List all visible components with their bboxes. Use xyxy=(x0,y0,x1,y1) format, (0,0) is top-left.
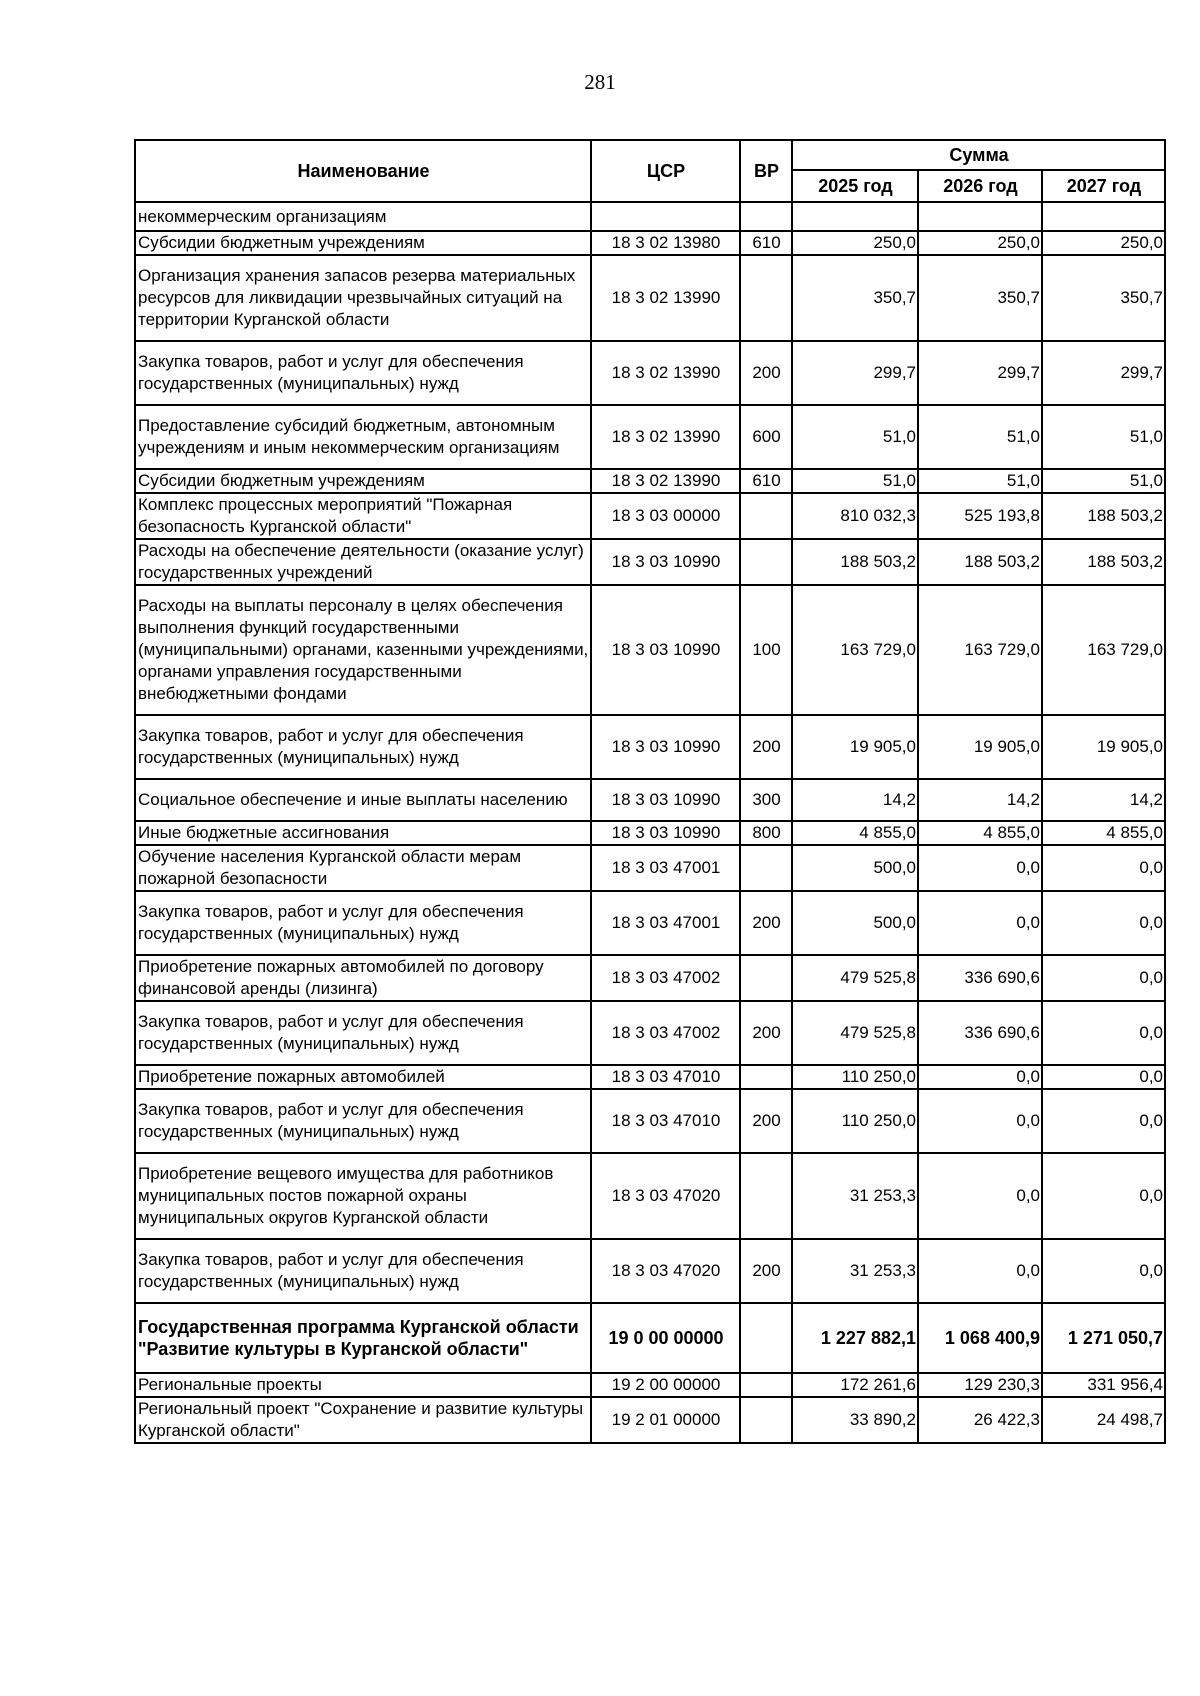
row-value-2025: 350,7 xyxy=(792,255,918,341)
row-csr: 18 3 02 13990 xyxy=(591,341,740,405)
row-value-2025: 163 729,0 xyxy=(792,585,918,715)
header-year-2027: 2027 год xyxy=(1042,170,1165,202)
row-name: Приобретение вещевого имущества для работников муниципальных постов пожарной охраны муниципальных округов Курганской области xyxy=(135,1153,591,1239)
table-row xyxy=(135,405,1165,469)
row-value-2027: 24 498,7 xyxy=(1042,1397,1165,1443)
row-csr: 19 2 00 00000 xyxy=(591,1373,740,1397)
row-value-2025: 51,0 xyxy=(792,469,918,493)
row-name: Расходы на выплаты персоналу в целях обеспечения выполнения функций государственными (муниципальными) органами, казенными учреждениями, органами управления государственными внебюджетными фондами xyxy=(135,585,591,715)
row-value-2026: 19 905,0 xyxy=(918,715,1042,779)
row-value-2025: 188 503,2 xyxy=(792,539,918,585)
row-value-2025: 500,0 xyxy=(792,845,918,891)
row-name: Закупка товаров, работ и услуг для обеспечения государственных (муниципальных) нужд xyxy=(135,341,591,405)
row-value-2025: 110 250,0 xyxy=(792,1065,918,1089)
row-csr: 18 3 02 13990 xyxy=(591,255,740,341)
table-row xyxy=(135,1001,1165,1065)
row-name: некоммерческим организациям xyxy=(135,202,591,231)
header-vr: ВР xyxy=(740,140,792,202)
row-name: Социальное обеспечение и иные выплаты населению xyxy=(135,779,591,821)
table-row xyxy=(135,1089,1165,1153)
row-vr: 200 xyxy=(740,891,792,955)
row-value-2025: 500,0 xyxy=(792,891,918,955)
row-value-2026: 26 422,3 xyxy=(918,1397,1042,1443)
row-vr xyxy=(740,1153,792,1239)
row-vr xyxy=(740,255,792,341)
row-csr: 18 3 03 47010 xyxy=(591,1065,740,1089)
header-sum: Сумма xyxy=(792,140,1165,170)
row-value-2025: 250,0 xyxy=(792,231,918,255)
row-name: Региональный проект "Сохранение и развитие культуры Курганской области" xyxy=(135,1397,591,1443)
row-value-2025 xyxy=(792,202,918,231)
table-row xyxy=(135,1065,1165,1089)
row-csr: 18 3 02 13980 xyxy=(591,231,740,255)
row-value-2025: 51,0 xyxy=(792,405,918,469)
row-name: Государственная программа Курганской области "Развитие культуры в Курганской области" xyxy=(135,1303,591,1373)
row-value-2026: 0,0 xyxy=(918,845,1042,891)
row-csr: 18 3 03 10990 xyxy=(591,539,740,585)
row-csr: 18 3 03 47001 xyxy=(591,845,740,891)
row-vr xyxy=(740,1303,792,1373)
row-value-2025: 1 227 882,1 xyxy=(792,1303,918,1373)
row-csr: 18 3 03 00000 xyxy=(591,493,740,539)
row-value-2027: 331 956,4 xyxy=(1042,1373,1165,1397)
row-value-2027: 0,0 xyxy=(1042,1153,1165,1239)
row-csr: 18 3 02 13990 xyxy=(591,469,740,493)
row-value-2025: 479 525,8 xyxy=(792,1001,918,1065)
row-name: Субсидии бюджетным учреждениям xyxy=(135,469,591,493)
row-value-2026: 188 503,2 xyxy=(918,539,1042,585)
header-year-2025: 2025 год xyxy=(792,170,918,202)
row-csr: 18 3 03 47010 xyxy=(591,1089,740,1153)
row-value-2026: 0,0 xyxy=(918,1239,1042,1303)
header-name: Наименование xyxy=(135,140,591,202)
row-csr: 18 3 03 10990 xyxy=(591,821,740,845)
row-value-2026: 0,0 xyxy=(918,1153,1042,1239)
table-row xyxy=(135,1303,1165,1373)
row-name: Закупка товаров, работ и услуг для обеспечения государственных (муниципальных) нужд xyxy=(135,1089,591,1153)
header-csr: ЦСР xyxy=(591,140,740,202)
budget-table xyxy=(134,139,1166,1444)
row-value-2026: 250,0 xyxy=(918,231,1042,255)
row-name: Региональные проекты xyxy=(135,1373,591,1397)
row-vr: 200 xyxy=(740,1089,792,1153)
row-csr: 18 3 03 10990 xyxy=(591,779,740,821)
row-name: Закупка товаров, работ и услуг для обеспечения государственных (муниципальных) нужд xyxy=(135,715,591,779)
row-value-2027: 51,0 xyxy=(1042,469,1165,493)
table-row xyxy=(135,1397,1165,1443)
row-name: Предоставление субсидий бюджетным, автономным учреждениям и иным некоммерческим организациям xyxy=(135,405,591,469)
row-value-2027: 163 729,0 xyxy=(1042,585,1165,715)
table-row xyxy=(135,231,1165,255)
row-value-2027: 299,7 xyxy=(1042,341,1165,405)
row-csr: 18 3 03 47001 xyxy=(591,891,740,955)
table-row xyxy=(135,715,1165,779)
row-value-2025: 31 253,3 xyxy=(792,1153,918,1239)
row-vr xyxy=(740,493,792,539)
row-value-2026: 0,0 xyxy=(918,1089,1042,1153)
row-value-2026: 1 068 400,9 xyxy=(918,1303,1042,1373)
row-vr: 200 xyxy=(740,341,792,405)
row-value-2026: 525 193,8 xyxy=(918,493,1042,539)
row-vr: 800 xyxy=(740,821,792,845)
row-value-2027: 14,2 xyxy=(1042,779,1165,821)
row-value-2027: 0,0 xyxy=(1042,891,1165,955)
row-csr: 19 0 00 00000 xyxy=(591,1303,740,1373)
row-name: Расходы на обеспечение деятельности (оказание услуг) государственных учреждений xyxy=(135,539,591,585)
row-vr: 300 xyxy=(740,779,792,821)
row-value-2027 xyxy=(1042,202,1165,231)
row-value-2027: 19 905,0 xyxy=(1042,715,1165,779)
row-vr xyxy=(740,539,792,585)
row-value-2026: 4 855,0 xyxy=(918,821,1042,845)
row-value-2027: 188 503,2 xyxy=(1042,539,1165,585)
row-vr xyxy=(740,1065,792,1089)
row-value-2025: 110 250,0 xyxy=(792,1089,918,1153)
row-vr: 200 xyxy=(740,715,792,779)
row-value-2027: 1 271 050,7 xyxy=(1042,1303,1165,1373)
row-vr xyxy=(740,202,792,231)
row-value-2027: 51,0 xyxy=(1042,405,1165,469)
table-row xyxy=(135,341,1165,405)
row-vr xyxy=(740,1397,792,1443)
table-row xyxy=(135,202,1165,231)
row-value-2026: 336 690,6 xyxy=(918,1001,1042,1065)
row-vr xyxy=(740,955,792,1001)
row-vr: 600 xyxy=(740,405,792,469)
row-value-2025: 4 855,0 xyxy=(792,821,918,845)
row-value-2026: 336 690,6 xyxy=(918,955,1042,1001)
row-value-2025: 299,7 xyxy=(792,341,918,405)
row-vr xyxy=(740,845,792,891)
row-value-2027: 0,0 xyxy=(1042,1089,1165,1153)
table-body xyxy=(135,202,1165,1443)
row-csr: 18 3 03 47002 xyxy=(591,955,740,1001)
row-value-2025: 479 525,8 xyxy=(792,955,918,1001)
table-row xyxy=(135,1239,1165,1303)
row-name: Приобретение пожарных автомобилей по договору финансовой аренды (лизинга) xyxy=(135,955,591,1001)
row-vr: 200 xyxy=(740,1239,792,1303)
row-value-2026 xyxy=(918,202,1042,231)
row-value-2026: 350,7 xyxy=(918,255,1042,341)
table-row xyxy=(135,469,1165,493)
row-name: Иные бюджетные ассигнования xyxy=(135,821,591,845)
row-value-2027: 0,0 xyxy=(1042,1065,1165,1089)
row-csr: 18 3 03 47020 xyxy=(591,1239,740,1303)
row-value-2025: 14,2 xyxy=(792,779,918,821)
row-csr: 18 3 03 47020 xyxy=(591,1153,740,1239)
header-year-2026: 2026 год xyxy=(918,170,1042,202)
row-vr: 200 xyxy=(740,1001,792,1065)
row-csr: 18 3 03 47002 xyxy=(591,1001,740,1065)
row-value-2027: 350,7 xyxy=(1042,255,1165,341)
row-value-2026: 129 230,3 xyxy=(918,1373,1042,1397)
row-vr: 610 xyxy=(740,469,792,493)
row-value-2025: 31 253,3 xyxy=(792,1239,918,1303)
row-value-2026: 163 729,0 xyxy=(918,585,1042,715)
table-row xyxy=(135,1373,1165,1397)
row-value-2027: 0,0 xyxy=(1042,845,1165,891)
table-row xyxy=(135,585,1165,715)
row-value-2027: 4 855,0 xyxy=(1042,821,1165,845)
row-name: Организация хранения запасов резерва материальных ресурсов для ликвидации чрезвычайных ситуаций на территории Курганской области xyxy=(135,255,591,341)
row-value-2027: 0,0 xyxy=(1042,1239,1165,1303)
row-value-2027: 0,0 xyxy=(1042,1001,1165,1065)
table-row xyxy=(135,539,1165,585)
table-row xyxy=(135,845,1165,891)
row-name: Комплекс процессных мероприятий "Пожарная безопасность Курганской области" xyxy=(135,493,591,539)
table-row xyxy=(135,1153,1165,1239)
table-row xyxy=(135,779,1165,821)
row-name: Приобретение пожарных автомобилей xyxy=(135,1065,591,1089)
row-value-2026: 51,0 xyxy=(918,405,1042,469)
row-csr: 18 3 03 10990 xyxy=(591,585,740,715)
table-row xyxy=(135,955,1165,1001)
row-value-2027: 188 503,2 xyxy=(1042,493,1165,539)
row-csr: 18 3 03 10990 xyxy=(591,715,740,779)
row-value-2026: 0,0 xyxy=(918,1065,1042,1089)
row-value-2026: 0,0 xyxy=(918,891,1042,955)
table-row xyxy=(135,493,1165,539)
row-csr: 18 3 02 13990 xyxy=(591,405,740,469)
row-value-2027: 250,0 xyxy=(1042,231,1165,255)
page-number: 281 xyxy=(584,70,616,94)
table-row xyxy=(135,891,1165,955)
row-value-2025: 19 905,0 xyxy=(792,715,918,779)
table-row xyxy=(135,255,1165,341)
row-vr: 100 xyxy=(740,585,792,715)
row-name: Закупка товаров, работ и услуг для обеспечения государственных (муниципальных) нужд xyxy=(135,1001,591,1065)
row-value-2025: 172 261,6 xyxy=(792,1373,918,1397)
row-name: Закупка товаров, работ и услуг для обеспечения государственных (муниципальных) нужд xyxy=(135,891,591,955)
row-value-2025: 810 032,3 xyxy=(792,493,918,539)
row-value-2026: 51,0 xyxy=(918,469,1042,493)
row-vr: 610 xyxy=(740,231,792,255)
row-value-2025: 33 890,2 xyxy=(792,1397,918,1443)
row-vr xyxy=(740,1373,792,1397)
row-value-2026: 299,7 xyxy=(918,341,1042,405)
row-csr xyxy=(591,202,740,231)
table-row xyxy=(135,821,1165,845)
row-value-2026: 14,2 xyxy=(918,779,1042,821)
row-value-2027: 0,0 xyxy=(1042,955,1165,1001)
row-name: Субсидии бюджетным учреждениям xyxy=(135,231,591,255)
row-csr: 19 2 01 00000 xyxy=(591,1397,740,1443)
row-name: Закупка товаров, работ и услуг для обеспечения государственных (муниципальных) нужд xyxy=(135,1239,591,1303)
row-name: Обучение населения Курганской области мерам пожарной безопасности xyxy=(135,845,591,891)
